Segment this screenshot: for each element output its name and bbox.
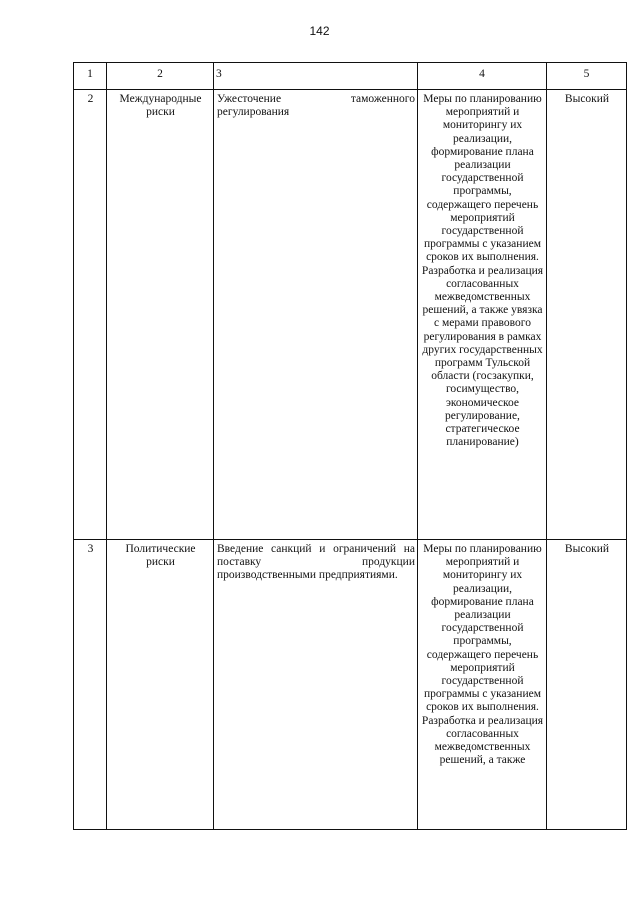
column-header: 3 xyxy=(214,63,418,90)
column-header: 2 xyxy=(107,63,214,90)
risk-level: Высокий xyxy=(547,90,627,540)
risk-description: Введение санкций и ограничений на поставку продукции производственными предприятиями. xyxy=(214,540,418,830)
column-header: 5 xyxy=(547,63,627,90)
row-number: 3 xyxy=(74,540,107,830)
risk-table xyxy=(73,62,627,830)
risk-type: Политические риски xyxy=(107,540,214,830)
risk-type: Международные риски xyxy=(107,90,214,540)
risk-measures: Меры по планированию мероприятий и мониторингу их реализации, формирование плана реализации государственной программы, содержащего перечень мероприятий государственной программы с указанием сроков их выполнения. Разработка и реализация согласованных межведомственных решений, а также xyxy=(418,540,547,830)
page-number: 142 xyxy=(309,24,330,38)
table-row xyxy=(74,540,627,830)
column-header: 1 xyxy=(74,63,107,90)
table-row xyxy=(74,90,627,540)
risk-description: Ужесточение таможенного регулирования xyxy=(214,90,418,540)
column-header: 4 xyxy=(418,63,547,90)
risk-measures: Меры по планированию мероприятий и мониторингу их реализации, формирование плана реализации государственной программы, содержащего перечень мероприятий государственной программы с указанием сроков их выполнения. Разработка и реализация согласованных межведомственных решений, а также увязка с мерами правового регулирования в рамках других государственных программ Тульской области (госзакупки, госимущество, экономическое регулирование, стратегическое планирование) xyxy=(418,90,547,540)
risk-level: Высокий xyxy=(547,540,627,830)
row-number: 2 xyxy=(74,90,107,540)
table-header-row xyxy=(74,63,627,90)
